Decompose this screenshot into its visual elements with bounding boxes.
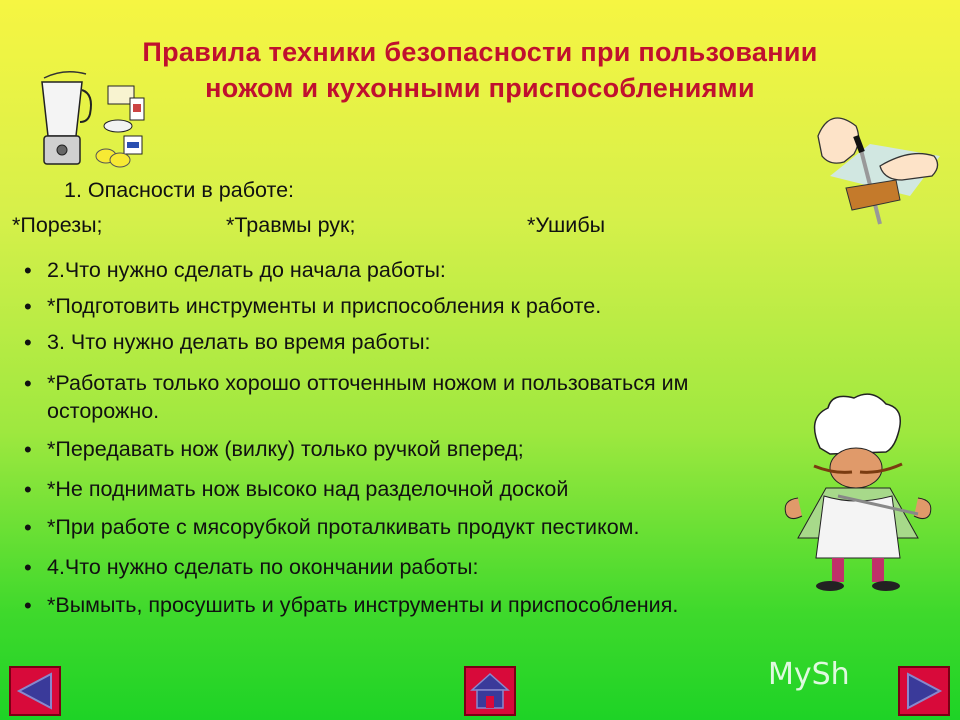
section-hazards-heading: 1. Опасности в работе: <box>64 178 295 202</box>
bullet: • <box>24 555 32 580</box>
title-line-2: ножом и кухонными приспособлениями <box>205 73 755 103</box>
hazard-hand-injuries: *Травмы рук; <box>226 213 356 237</box>
home-button[interactable] <box>464 666 516 716</box>
slide-title <box>40 34 920 106</box>
bullet: • <box>24 330 32 355</box>
next-arrow-icon <box>900 668 948 714</box>
hazard-cuts: *Порезы; <box>12 213 103 237</box>
chef-illustration <box>768 388 948 593</box>
bullet: • <box>24 294 32 319</box>
prev-arrow-icon <box>11 668 59 714</box>
title-line-1: Правила техники безопасности при пользовании <box>142 37 818 67</box>
bullet: • <box>24 593 32 618</box>
list-item: *Работать только хорошо отточенным ножом и пользоваться им <box>47 371 689 395</box>
list-item: *При работе с мясорубкой проталкивать продукт пестиком. <box>47 515 640 539</box>
knife-cutting-illustration <box>810 96 950 231</box>
bullet: • <box>24 515 32 540</box>
list-item: *Подготовить инструменты и приспособления к работе. <box>47 294 602 318</box>
bullet: • <box>24 258 32 283</box>
list-item: *Передавать нож (вилку) только ручкой вперед; <box>47 437 524 461</box>
watermark: MySh <box>768 657 850 692</box>
list-item: 2.Что нужно сделать до начала работы: <box>47 258 446 282</box>
list-item-continuation: осторожно. <box>47 399 160 423</box>
list-item: 3. Что нужно делать во время работы: <box>47 330 431 354</box>
next-slide-button[interactable] <box>898 666 950 716</box>
blender-illustration <box>34 64 154 174</box>
home-icon <box>466 668 514 714</box>
hazard-bruises: *Ушибы <box>527 213 606 237</box>
list-item: *Вымыть, просушить и убрать инструменты и приспособления. <box>47 593 679 617</box>
list-item: 4.Что нужно сделать по окончании работы: <box>47 555 479 579</box>
list-item: *Не поднимать нож высоко над разделочной доской <box>47 477 569 501</box>
prev-slide-button[interactable] <box>9 666 61 716</box>
bullet: • <box>24 437 32 462</box>
bullet: • <box>24 477 32 502</box>
bullet: • <box>24 371 32 396</box>
